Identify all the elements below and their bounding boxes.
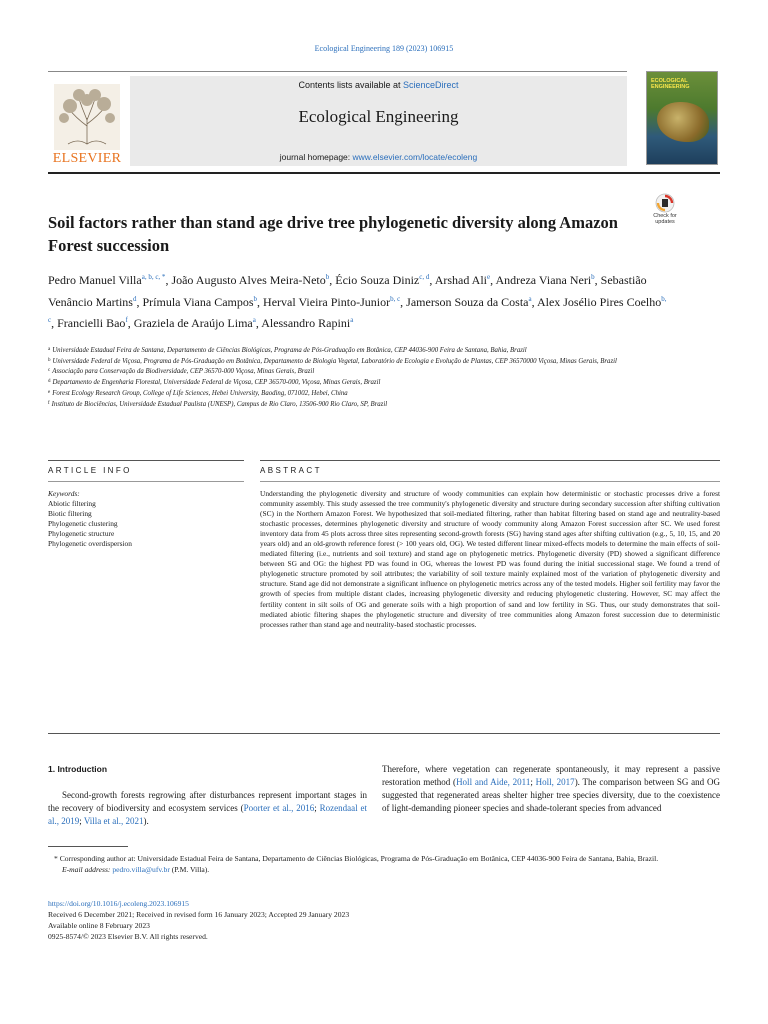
email-link[interactable]: pedro.villa@ufv.br bbox=[112, 865, 170, 874]
affiliation-key: c bbox=[48, 368, 51, 374]
journal-cover-thumbnail[interactable] bbox=[646, 71, 718, 165]
corresponding-author-note: * Corresponding author at: Universidade Estadual Feira de Santana, Departamento de Ciências Biológicas, Programa de Pós-Graduação em Botânica, CEP 44036-900 Feira de Santana, Bahia, Brazil. bbox=[54, 854, 659, 863]
author-list: Pedro Manuel Villa$^{a, b, c, *}$, João Augusto Alves Meira-Neto$^b$, Écio Souza Diniz$^{c, d}$, Arshad Ali$^e$, Andreza Viana Neri$^b$, Sebastião Venâncio Martins$^d$, Prímula Viana Campos$^b$, Herval Vieira Pinto-Junior$^{b, c}$, Jamerson Souza da Costa$^a$, Alex Josélio Pires Coelho$^{b, c}$, Francielli Bao$^f$, Graziela de Araújo Lima$^a$, Alessandro Rapini$^a$ bbox=[48, 273, 667, 330]
publisher-wordmark: ELSEVIER bbox=[52, 151, 122, 166]
cover-image bbox=[657, 102, 709, 142]
cover-title: ECOLOGICAL ENGINEERING bbox=[651, 78, 690, 90]
author-affiliation-marker[interactable]: e bbox=[487, 273, 491, 281]
citation-link[interactable]: Holl, 2017 bbox=[535, 777, 575, 787]
citation-link[interactable]: Villa et al., 2021 bbox=[83, 816, 144, 826]
author-affiliation-marker[interactable]: c, d bbox=[419, 273, 430, 281]
affiliation-item bbox=[48, 366, 688, 377]
article-title: Soil factors rather than stand age drive tree phylogenetic diversity along Amazon Forest succession bbox=[48, 213, 618, 255]
keyword-item[interactable]: Phylogenetic clustering bbox=[48, 519, 118, 528]
keyword-item[interactable]: Phylogenetic overdispersion bbox=[48, 539, 132, 548]
journal-homepage-link[interactable]: www.elsevier.com/locate/ecoleng bbox=[352, 152, 478, 162]
masthead-bottom-rule bbox=[48, 172, 720, 174]
author-affiliation-marker[interactable]: b, c bbox=[48, 294, 667, 324]
author-affiliation-marker[interactable]: a bbox=[528, 294, 532, 303]
section-heading-introduction: 1. Introduction bbox=[48, 764, 108, 774]
author-name[interactable]: Prímula Viana Campos bbox=[142, 294, 254, 309]
author-affiliation-marker[interactable]: b bbox=[325, 273, 330, 281]
author-name[interactable]: Arshad Ali bbox=[434, 273, 488, 287]
author-name[interactable]: Pedro Manuel Villa bbox=[48, 273, 142, 287]
keywords-block bbox=[48, 489, 238, 549]
intro-paragraph: Second-growth forests regrowing after disturbances represent important stages in the recovery of biodiversity and ecosystem services (Poorter et al., 2016; Rozendaal et al., 2019; Villa et al., 2021). bbox=[48, 790, 367, 826]
affiliation-text: Universidade Estadual Feira de Santana, Departamento de Ciências Biológicas, Programa de Pós-Graduação em Botânica, CEP 44036-900 Feira de Santana, Bahia, Brazil bbox=[52, 347, 527, 354]
author-name[interactable]: Alex Josélio Pires Coelho bbox=[536, 294, 662, 309]
author-affiliation-marker[interactable]: a bbox=[350, 316, 354, 324]
check-for-updates-label[interactable]: Check for updates bbox=[653, 213, 677, 225]
affiliation-item bbox=[48, 377, 688, 388]
citation-link[interactable]: Holl and Aide, 2011 bbox=[456, 777, 531, 787]
affiliation-text: Universidade Federal de Viçosa, Programa de Pós-Graduação em Botânica, Departamento de Biologia Vegetal, Laboratório de Ecologia e Evolução de Plantas, CEP 36570000 Viçosa, Minas Gerais, Brazil bbox=[52, 357, 617, 365]
abstract-bottom-rule bbox=[48, 733, 720, 734]
abstract-heading: ABSTRACT bbox=[260, 466, 322, 475]
footnotes bbox=[48, 853, 720, 875]
keywords-label: Keywords: bbox=[48, 489, 80, 498]
article-info-rule bbox=[48, 460, 244, 461]
affiliation-item bbox=[48, 388, 688, 399]
affiliation-key: f bbox=[48, 400, 50, 406]
author-name[interactable]: Andreza Viana Neri bbox=[495, 273, 592, 287]
sciencedirect-link[interactable]: ScienceDirect bbox=[403, 80, 459, 90]
keyword-item[interactable]: Biotic filtering bbox=[48, 509, 92, 518]
affiliation-text: Departamento de Engenharia Florestal, Universidade Federal de Viçosa, CEP 36570-000, Viçosa, Minas Gerais, Brazil bbox=[52, 379, 381, 387]
author-affiliation-marker[interactable]: f bbox=[125, 316, 128, 324]
doi-link[interactable]: https://doi.org/10.1016/j.ecoleng.2023.106915 bbox=[48, 899, 189, 908]
available-online: Available online 8 February 2023 bbox=[48, 921, 150, 930]
author-name[interactable]: Jamerson Souza da Costa bbox=[406, 294, 529, 309]
affiliation-item bbox=[48, 345, 688, 356]
affiliation-key: a bbox=[48, 347, 51, 352]
journal-title: Ecological Engineering bbox=[298, 107, 459, 126]
author-affiliation-marker[interactable]: b bbox=[591, 273, 595, 281]
affiliation-text: Instituto de Biociências, Universidade Estadual Paulista (UNESP), Campus de Rio Claro, 13506-900 Rio Claro, SP, Brazil bbox=[51, 400, 388, 408]
author-name[interactable]: João Augusto Alves Meira-Neto bbox=[171, 273, 326, 287]
affiliation-item bbox=[48, 356, 688, 367]
publication-info bbox=[48, 898, 720, 942]
author-affiliation-marker[interactable]: a bbox=[252, 316, 256, 324]
intro-right-column bbox=[382, 763, 720, 815]
affiliation-item bbox=[48, 399, 688, 410]
author-name[interactable]: Herval Vieira Pinto-Junior bbox=[263, 294, 391, 309]
abstract-rule bbox=[260, 460, 720, 461]
affiliation-key: b bbox=[48, 357, 51, 363]
article-info-heading: ARTICLE INFO bbox=[48, 466, 132, 475]
intro-paragraph: Therefore, where vegetation can regenerate spontaneously, it may represent a passive restoration method (Holl and Aide, 2011; Holl, 2017). The comparison between SG and OG suggested that regenerated areas shelter higher tree species diversity, due to the coexistence of light-demanding pioneer species and shade-tolerant species from advanced bbox=[382, 764, 720, 813]
intro-left-column bbox=[48, 763, 367, 828]
received-dates: Received 6 December 2021; Received in revised form 16 January 2023; Accepted 29 January 2023 bbox=[48, 910, 350, 919]
citation-link[interactable]: Poorter et al., 2016 bbox=[243, 803, 315, 813]
journal-reference[interactable]: Ecological Engineering 189 (2023) 106915 bbox=[314, 44, 454, 53]
contents-available-line: Contents lists available at ScienceDirect bbox=[298, 80, 459, 90]
journal-homepage-line: journal homepage: www.elsevier.com/locate/ecoleng bbox=[279, 152, 478, 162]
affiliation-text: Associação para Conservação da Biodiversidade, CEP 36570-000 Viçosa, Minas Gerais, Brazil bbox=[52, 368, 315, 376]
affiliation-list bbox=[48, 345, 688, 409]
author-name[interactable]: Écio Souza Diniz bbox=[335, 273, 420, 287]
copyright-line: 0925-8574/© 2023 Elsevier B.V. All rights reserved. bbox=[48, 932, 208, 941]
masthead-top-rule bbox=[48, 71, 627, 72]
abstract-text: Understanding the phylogenetic diversity and structure of woody communities can explain how deterministic or stochastic processes drive a forest community assembly. This study assessed the tree community's phylogenetic diversity and structure during secondary succession after shifting cultivation (SC) in the Northern Amazon Forest. We hypothesized that soil-mediated filtering, rather than habitat filtering based on stand age and neutrality-based stochastic processes, determines phylogenetic diversity and structure of woody community along Amazon Forest succession after SC. We used forest inventory data from 45 plots across three sites representing second-growth forests (SG) having stand ages after shifting cultivation (e.g., 5, 10, 15, and 20 years old) and an old-growth reference forest (> 100 years old, OG). We tested different linear mixed-effects models to determine the main effects of soil-mediated filtering (i.e., nutrients and soil texture) and stand age on phylogenetic metrics. Phylogenetic diversity (PD) showed a significant difference between SG and OG: the highest PD was found in OG, whereas the lowest PD was found during the initial successional stage. We found a trend of phylogenetic structure promoted by soil attributes; the variability of soil texture mainly explained most of the variation of phylogenetic diversity and structure. Stand age did not demonstrate a significant influence on phylogenetic metrics across any of the tested models. Higher soil fertility may favor the growth of species from multiple distant clades, increasing phylogenetic diversity and reducing phylogenetic clustering. However, SC may affect the fertility content in silt soils of OG and generate soils with a high proportion of sand and low fertility in SG. Thus, our study demonstrates that soil-mediated abiotic filtering shapes the phylogenetic structure and diversity of tree communities along Amazon forest succession due to deterministic processes rather than stand age and neutrality-based stochastic processes. bbox=[260, 489, 720, 629]
citation-link[interactable]: Rozendaal et al., 2019 bbox=[48, 803, 367, 826]
article-info-subrule bbox=[48, 481, 244, 482]
keyword-item[interactable]: Abiotic filtering bbox=[48, 499, 96, 508]
affiliation-text: Forest Ecology Research Group, College of Life Sciences, Hebei University, Baoding, 071002, Hebei, China bbox=[52, 389, 348, 397]
abstract-subrule bbox=[260, 481, 720, 482]
email-line: E-mail address: pedro.villa@ufv.br (P.M. Villa). bbox=[62, 865, 210, 874]
author-affiliation-marker[interactable]: d bbox=[132, 294, 137, 303]
author-name[interactable]: Francielli Bao bbox=[57, 316, 126, 330]
author-name[interactable]: Sebastião Venâncio Martins bbox=[48, 273, 647, 309]
footnote-rule bbox=[48, 846, 128, 847]
author-affiliation-marker[interactable]: a, b, c, * bbox=[141, 273, 166, 281]
affiliation-key: d bbox=[48, 379, 51, 385]
author-name[interactable]: Alessandro Rapini bbox=[261, 316, 351, 330]
author-affiliation-marker[interactable]: b bbox=[253, 294, 258, 303]
author-affiliation-marker[interactable]: b, c bbox=[390, 294, 401, 303]
author-name[interactable]: Graziela de Araújo Lima bbox=[133, 316, 253, 330]
affiliation-key: e bbox=[48, 389, 51, 395]
keyword-item[interactable]: Phylogenetic structure bbox=[48, 529, 115, 538]
